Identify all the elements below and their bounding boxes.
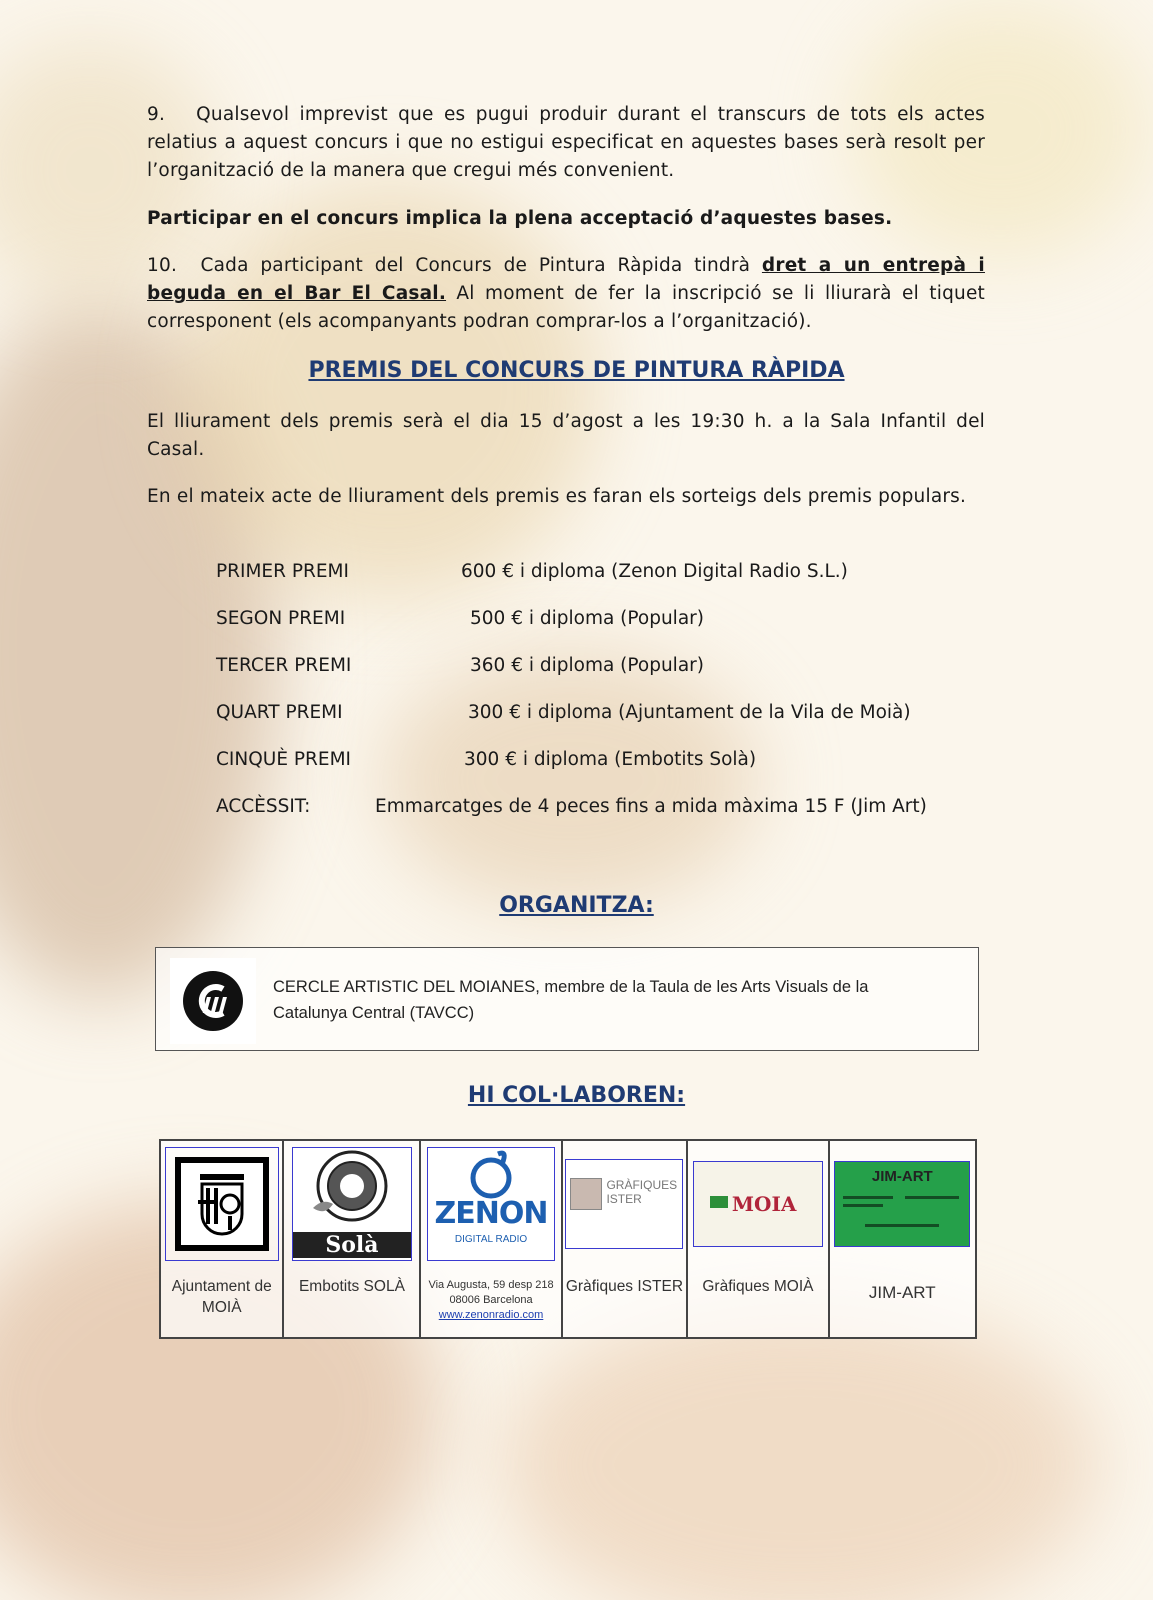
- collaborators-table: [159, 1139, 977, 1339]
- jim-art-logo-text: JIM-ART: [871, 1167, 933, 1185]
- collaborator-caption: MOIÀ: [201, 1299, 242, 1316]
- organizer-line-1: CERCLE ARTISTIC DEL MOIANES, membre de la Taula de les Arts Visuals de la: [273, 978, 869, 996]
- moia-logo-text: MOIA: [731, 1191, 797, 1216]
- prize-label: CINQUÈ PREMI: [216, 749, 352, 770]
- zenon-logo-subtext: DIGITAL RADIO: [454, 1233, 528, 1245]
- collaborator-caption: Ajuntament de: [171, 1278, 272, 1295]
- accessit-label: ACCÈSSIT:: [216, 796, 311, 817]
- collaborator-cell: [283, 1140, 420, 1338]
- prize-value: 300 € i diploma (Ajuntament de la Vila de Moià): [468, 702, 911, 723]
- grafiques-ister-icon: [565, 1159, 683, 1249]
- prizes-date-paragraph: El lliurament dels premis serà el dia 15 d’agost a les 19:30 h. a la Sala Infantil del Casal.: [147, 411, 985, 460]
- prize-label: TERCER PREMI: [216, 655, 352, 676]
- ister-logo-text: GRÀFIQUES ISTER: [606, 1177, 678, 1206]
- zenon-logo-icon: [427, 1147, 555, 1261]
- item-10-text-before: Cada participant del Concurs de Pintura Ràpida tindrà: [200, 255, 762, 276]
- item-10-text-after: Al moment de fer la inscripció se li lliurarà el tiquet corresponent (els acompanyants podran comprar-los a l’organització).: [147, 283, 985, 332]
- collaborator-cell: [420, 1140, 561, 1338]
- prize-label: SEGON PREMI: [216, 608, 346, 629]
- prize-value: 300 € i diploma (Embotits Solà): [464, 749, 757, 770]
- sola-seal-icon: [292, 1147, 412, 1261]
- sola-logo-text: Solà: [293, 1232, 411, 1258]
- prize-value: 500 € i diploma (Popular): [470, 608, 704, 629]
- collaborators-heading: HI COL·LABOREN:: [467, 1083, 686, 1108]
- organizer-text: [273, 974, 973, 1026]
- prize-value: 360 € i diploma (Popular): [470, 655, 704, 676]
- collaborator-caption: Gràfiques ISTER: [565, 1278, 684, 1295]
- zenon-logo-text: ZENON: [434, 1195, 548, 1231]
- collaborator-cell: [687, 1140, 828, 1338]
- item-9-text: Qualsevol imprevist que es pugui produir durant el transcurs de tots els actes relatius a aquest concurs i que no estigui especificat en aquestes bases serà resolt per l’organització de la manera que cregui més convenient.: [147, 104, 985, 181]
- prizes-draw-paragraph: En el mateix acte de lliurament dels premis es faran els sorteigs dels premis populars.: [147, 486, 967, 507]
- collaborator-caption: JIM-ART: [868, 1283, 936, 1302]
- organitza-heading: ORGANITZA:: [499, 893, 654, 918]
- item-10-number: 10.: [147, 255, 178, 276]
- item-9-number: 9.: [147, 104, 166, 125]
- item-10-highlight: dret a un entrepà i beguda en el Bar El Casal.: [147, 255, 985, 304]
- prize-value: 600 € i diploma (Zenon Digital Radio S.L.): [461, 561, 848, 582]
- organizer-box: [155, 947, 979, 1051]
- collaborator-cell: [829, 1140, 976, 1338]
- collaborator-caption: Via Augusta, 59 desp 218: [428, 1279, 554, 1291]
- cercle-artistic-logo-icon: [170, 958, 256, 1044]
- prize-label: PRIMER PREMI: [216, 561, 349, 582]
- prize-label: QUART PREMI: [216, 702, 343, 723]
- prizes-heading: PREMIS DEL CONCURS DE PINTURA RÀPIDA: [308, 358, 845, 383]
- collaborator-caption: Gràfiques MOIÀ: [702, 1278, 814, 1295]
- jim-art-icon: [834, 1161, 970, 1247]
- zenon-website-link[interactable]: www.zenonradio.com: [438, 1309, 544, 1321]
- collaborator-caption: Embotits SOLÀ: [298, 1278, 405, 1295]
- grafiques-moia-icon: [693, 1161, 823, 1247]
- item-10-paragraph: [147, 252, 985, 336]
- coat-of-arms-icon: [165, 1147, 279, 1261]
- collaborator-caption: 08006 Barcelona: [449, 1294, 533, 1306]
- item-9-paragraph: [147, 101, 985, 185]
- organizer-line-2: Catalunya Central (TAVCC): [273, 1004, 475, 1022]
- acceptance-statement: Participar en el concurs implica la plena acceptació d’aquestes bases.: [147, 208, 893, 229]
- collaborator-cell: [160, 1140, 283, 1338]
- collaborator-cell: [562, 1140, 688, 1338]
- accessit-value: Emmarcatges de 4 peces fins a mida màxima 15 F (Jim Art): [375, 796, 927, 817]
